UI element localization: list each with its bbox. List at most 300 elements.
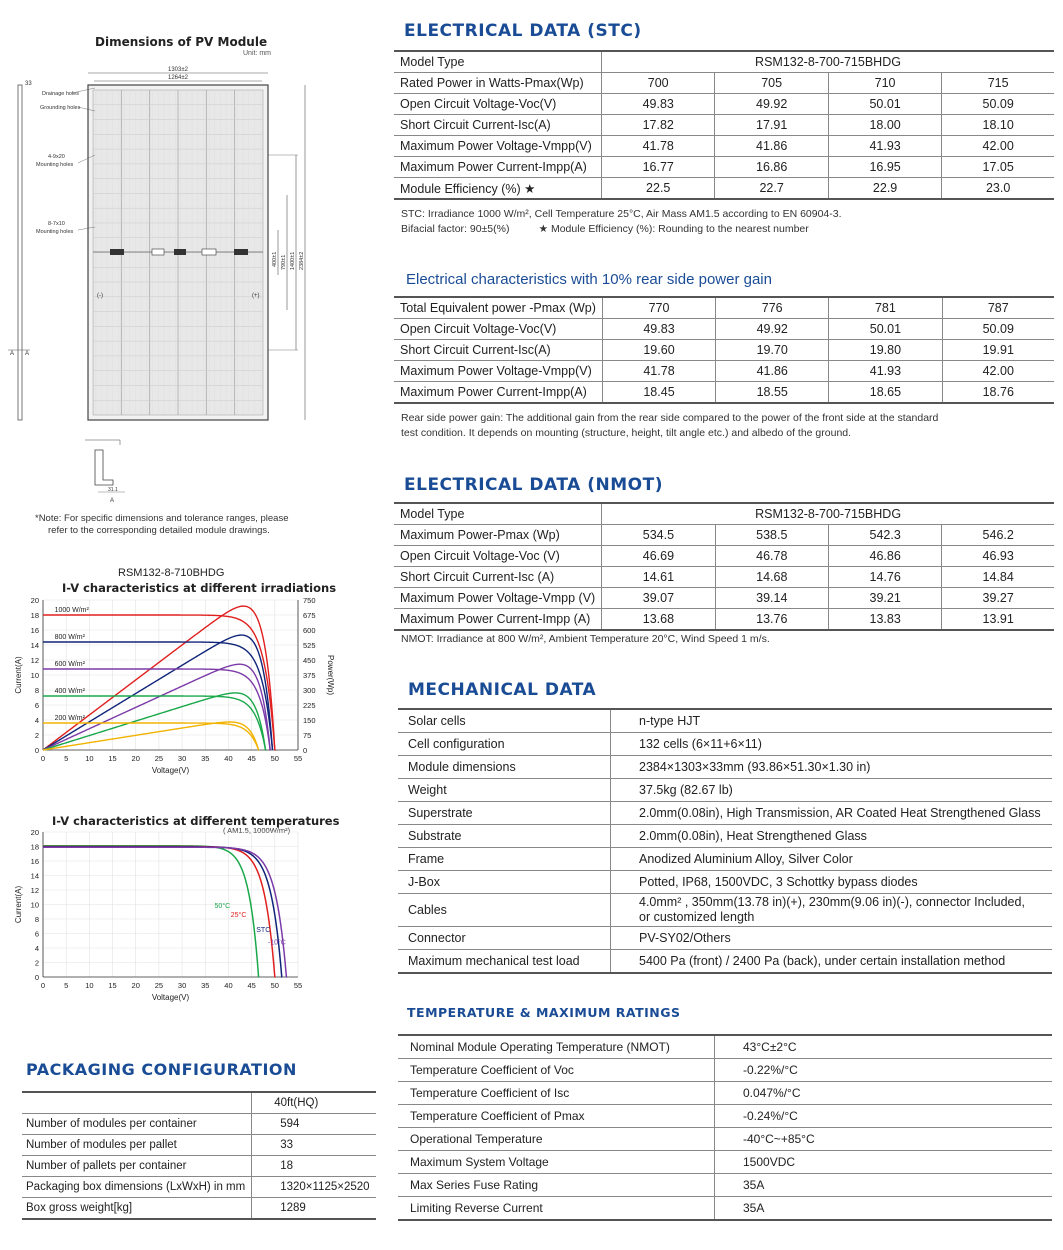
x-tick-label: 0 (40, 981, 46, 990)
row-value: 700 (602, 73, 715, 94)
svg-text:4-9x20: 4-9x20 (48, 154, 65, 160)
iv-temperature-chart (0, 825, 340, 1010)
row-value: 705 (715, 73, 828, 94)
y-tick-label: 20 (30, 596, 39, 605)
x-tick-label: 50 (270, 754, 279, 763)
row-label: Packaging box dimensions (LxWxH) in mm (22, 1177, 252, 1198)
y2-tick-label: 525 (303, 641, 316, 650)
series-label: 800 W/m² (54, 634, 85, 641)
row-value: 2.0mm(0.08in), High Transmission, AR Coated Heat Strengthened Glass (611, 802, 1053, 825)
row-value: 46.93 (942, 546, 1054, 567)
y-tick-label: 10 (30, 900, 39, 910)
row-value: 41.78 (602, 361, 715, 382)
row-label: Maximum Power Current-Impp(A) (394, 382, 602, 404)
stc-note-1: STC: Irradiance 1000 W/m², Cell Temperature 25°C, Air Mass AM1.5 according to EN 60904-3. (401, 208, 842, 220)
row-value: 17.05 (942, 157, 1054, 178)
x-tick-label: 55 (293, 981, 303, 990)
x-tick-label: 35 (201, 754, 210, 763)
y-tick-label: 20 (30, 828, 39, 837)
row-value: 781 (829, 297, 942, 319)
x-tick-label: 10 (85, 981, 94, 990)
row-value: 19.80 (829, 340, 942, 361)
svg-text:Mounting holes: Mounting holes (36, 162, 74, 168)
row-label: Maximum Power-Pmax (Wp) (394, 525, 602, 546)
table-row (22, 1198, 376, 1220)
x-tick-label: 20 (131, 981, 140, 990)
row-value: 16.77 (602, 157, 715, 178)
row-value: 13.68 (602, 609, 715, 631)
row-value: 1289 (252, 1198, 376, 1220)
row-value: 42.00 (942, 136, 1054, 157)
row-value: -0.22%/°C (715, 1059, 1053, 1082)
x-tick-label: 30 (177, 981, 187, 990)
row-label: Short Circuit Current-Isc (A) (394, 567, 602, 588)
row-label: Short Circuit Current-Isc(A) (394, 340, 602, 361)
y-tick-label: 14 (30, 641, 39, 650)
row-value: 16.95 (828, 157, 941, 178)
iv-temperature-subtitle: ( AM1.5, 1000W/m²) (223, 826, 291, 835)
table-row (394, 136, 1054, 157)
row-label: Temperature Coefficient of Voc (398, 1059, 715, 1082)
row-value: 18.65 (829, 382, 942, 404)
y-tick-label: 2 (34, 731, 39, 740)
x-tick-label: 25 (154, 981, 164, 990)
row-value: 35A (715, 1174, 1053, 1197)
y-tick-label: 6 (34, 929, 39, 939)
iv-irradiance-title: I-V characteristics at different irradiations (62, 581, 337, 595)
x-tick-label: 10 (85, 754, 94, 763)
table-row (22, 1156, 376, 1177)
svg-text:31.1: 31.1 (108, 487, 118, 493)
row-value: 534.5 (602, 525, 715, 546)
table-row (394, 73, 1054, 94)
row-value: 49.92 (715, 94, 828, 115)
temperature-table (398, 1034, 1052, 1221)
table-row (22, 1135, 376, 1156)
row-label: Number of modules per pallet (22, 1135, 252, 1156)
row-value: 1500VDC (715, 1151, 1053, 1174)
y-tick-label: 18 (30, 842, 39, 852)
row-value: 50.01 (829, 319, 942, 340)
module-drawing-unit: Unit: mm (243, 50, 271, 57)
row-value: 39.07 (602, 588, 715, 609)
table-row (394, 319, 1054, 340)
iv-irradiance-model: RSM132-8-710BHDG (118, 567, 225, 579)
table-row (394, 361, 1054, 382)
row-label: Box gross weight[kg] (22, 1198, 252, 1220)
iv-curve-0 (43, 846, 259, 977)
row-label: Maximum mechanical test load (398, 950, 611, 974)
packaging-title: PACKAGING CONFIGURATION (26, 1060, 297, 1079)
row-value (611, 894, 1053, 927)
row-label: Superstrate (398, 802, 611, 825)
row-label: Maximum System Voltage (398, 1151, 715, 1174)
series-label: 1000 W/m² (54, 607, 89, 614)
drawing-note-2: refer to the corresponding detailed module drawings. (48, 525, 270, 536)
row-value: 13.76 (715, 609, 828, 631)
x-axis-label: Voltage(V) (151, 993, 190, 1002)
row-label: Maximum Power Voltage-Vmpp (V) (394, 588, 602, 609)
row-value: 41.86 (715, 136, 828, 157)
row-value: 22.5 (602, 178, 715, 200)
table-row (398, 802, 1052, 825)
y-tick-label: 16 (30, 626, 39, 635)
series-label: 200 W/m² (54, 715, 85, 722)
row-value: 542.3 (828, 525, 941, 546)
dim-thickness: 33 (25, 81, 32, 87)
iv-temperature-title: I-V characteristics at different temperatures (52, 814, 340, 828)
svg-text:790±1: 790±1 (281, 254, 287, 270)
series-label: STC (256, 927, 271, 935)
row-value: 49.83 (602, 94, 715, 115)
table-row (394, 525, 1054, 546)
row-value: 42.00 (942, 361, 1054, 382)
svg-text:A: A (10, 351, 15, 357)
table-row (398, 733, 1052, 756)
table-row (398, 1174, 1052, 1197)
module-drawing-title: Dimensions of PV Module (95, 35, 268, 49)
row-label: Number of modules per container (22, 1114, 252, 1135)
row-label: Rated Power in Watts-Pmax(Wp) (394, 73, 602, 94)
row-value: 39.27 (942, 588, 1054, 609)
rear-note-2: test condition. It depends on mounting (structure, height, tilt angle etc.) and albedo of the ground. (401, 427, 852, 439)
table-row (394, 609, 1054, 631)
row-value: 43°C±2°C (715, 1035, 1053, 1059)
table-row (398, 871, 1052, 894)
series-label: 50°C (214, 903, 231, 911)
row-value: 19.60 (602, 340, 715, 361)
row-value: 2384×1303×33mm (93.86×51.30×1.30 in) (611, 756, 1053, 779)
table-row (394, 588, 1054, 609)
row-value: 18 (252, 1156, 376, 1177)
row-value: 46.69 (602, 546, 715, 567)
y2-tick-label: 675 (303, 611, 316, 620)
y-tick-label: 12 (30, 656, 39, 665)
row-value: n-type HJT (611, 709, 1053, 733)
table-row (398, 756, 1052, 779)
iv-curve-4 (43, 723, 259, 750)
x-tick-label: 35 (201, 981, 210, 990)
y-tick-label: 4 (34, 944, 39, 953)
x-tick-label: 15 (108, 754, 117, 763)
y-tick-label: 6 (34, 701, 39, 710)
table-row (394, 546, 1054, 567)
row-label: Module Efficiency (%) ★ (394, 178, 602, 200)
y-tick-label: 8 (34, 686, 39, 695)
x-tick-label: 5 (64, 754, 69, 763)
row-value: 715 (942, 73, 1054, 94)
y-tick-label: 4 (34, 716, 39, 725)
row-value: 538.5 (715, 525, 828, 546)
x-tick-label: 40 (224, 981, 233, 990)
y2-tick-label: 375 (303, 671, 316, 680)
svg-text:A: A (110, 498, 115, 504)
svg-text:Mounting holes: Mounting holes (36, 229, 74, 235)
row-value: 5400 Pa (front) / 2400 Pa (back), under certain installation method (611, 950, 1053, 974)
row-value: 39.14 (715, 588, 828, 609)
x-tick-label: 45 (247, 754, 256, 763)
y-tick-label: 10 (30, 671, 39, 680)
mechanical-title: MECHANICAL DATA (408, 680, 597, 700)
y2-tick-label: 450 (303, 656, 316, 665)
y-tick-label: 0 (34, 746, 39, 755)
row-value: 46.86 (828, 546, 941, 567)
svg-text:1400±1: 1400±1 (290, 251, 296, 270)
row-value: 35A (715, 1197, 1053, 1221)
row-value: 14.61 (602, 567, 715, 588)
table-row (398, 779, 1052, 802)
row-label: Number of pallets per container (22, 1156, 252, 1177)
y2-tick-label: 750 (303, 596, 316, 605)
series-label: 25°C (230, 911, 247, 919)
y-tick-label: 2 (34, 958, 39, 968)
table-row (394, 115, 1054, 136)
row-label: Connector (398, 927, 611, 950)
table-row (394, 178, 1054, 200)
row-value: 18.76 (942, 382, 1054, 404)
x-tick-label: 20 (131, 754, 140, 763)
table-row (22, 1114, 376, 1135)
row-label: Max Series Fuse Rating (398, 1174, 715, 1197)
row-label: Weight (398, 779, 611, 802)
row-value: 546.2 (942, 525, 1054, 546)
table-row (394, 51, 1054, 73)
row-label: Open Circuit Voltage-Voc(V) (394, 94, 602, 115)
x-tick-label: 5 (64, 981, 69, 990)
row-value: 41.93 (829, 361, 942, 382)
row-label: Short Circuit Current-Isc(A) (394, 115, 602, 136)
y2-tick-label: 600 (303, 626, 316, 635)
row-value: 37.5kg (82.67 lb) (611, 779, 1053, 802)
table-row (398, 825, 1052, 848)
table-row (398, 1105, 1052, 1128)
model-type-label: Model Type (394, 51, 602, 73)
x-tick-label: 30 (177, 754, 187, 763)
row-label: J-Box (398, 871, 611, 894)
table-row (398, 709, 1052, 733)
series-label: 600 W/m² (54, 661, 85, 668)
row-value: 1320×1125×2520 (252, 1177, 376, 1198)
x-tick-label: 55 (293, 754, 303, 763)
y2-axis-label: Power(Wp) (326, 654, 335, 696)
row-value: 16.86 (715, 157, 828, 178)
stc-title: ELECTRICAL DATA (STC) (404, 21, 642, 41)
power-curve-2 (43, 664, 270, 750)
row-value: 41.78 (602, 136, 715, 157)
row-value: 770 (602, 297, 715, 319)
table-row (394, 297, 1054, 319)
row-value: 594 (252, 1114, 376, 1135)
row-value: 13.83 (828, 609, 941, 631)
row-label: Maximum Power Voltage-Vmpp(V) (394, 361, 602, 382)
row-value: 50.01 (828, 94, 941, 115)
table-row (398, 1128, 1052, 1151)
table-row (398, 894, 1052, 927)
table-row (394, 94, 1054, 115)
nmot-model-label: Model Type (394, 503, 602, 525)
y-tick-label: 12 (30, 886, 39, 895)
row-value: Potted, IP68, 1500VDC, 3 Schottky bypass diodes (611, 871, 1053, 894)
row-value: 46.78 (715, 546, 828, 567)
row-label: Maximum Power Voltage-Vmpp(V) (394, 136, 602, 157)
row-value: 23.0 (942, 178, 1054, 200)
packaging-header: 40ft(HQ) (252, 1092, 376, 1114)
row-value: 22.9 (828, 178, 941, 200)
y2-tick-label: 75 (303, 731, 312, 740)
label-drainage: Drainage holes (42, 91, 79, 97)
table-row (22, 1092, 376, 1114)
row-value: PV-SY02/Others (611, 927, 1053, 950)
table-row (394, 503, 1054, 525)
row-label: Maximum Power Current-Impp (A) (394, 609, 602, 631)
svg-text:(+): (+) (252, 293, 260, 299)
x-tick-label: 50 (270, 981, 279, 990)
svg-text:A: A (25, 351, 30, 357)
row-value: 19.70 (716, 340, 829, 361)
row-label: Total Equivalent power -Pmax (Wp) (394, 297, 602, 319)
stc-table (394, 50, 1054, 200)
y-tick-label: 16 (30, 857, 39, 866)
row-value: 18.10 (942, 115, 1054, 136)
table-row (394, 340, 1054, 361)
table-row (398, 1059, 1052, 1082)
y2-tick-label: 0 (303, 746, 308, 755)
row-value: 18.45 (602, 382, 715, 404)
row-value-line: or customized length (639, 910, 755, 924)
row-value: 49.83 (602, 319, 715, 340)
model-type-value: RSM132-8-700-715BHDG (602, 51, 1055, 73)
row-value: 710 (828, 73, 941, 94)
row-label: Module dimensions (398, 756, 611, 779)
x-tick-label: 15 (108, 981, 117, 990)
row-value: 0.047%/°C (715, 1082, 1053, 1105)
x-tick-label: 0 (40, 754, 46, 763)
x-axis-label: Voltage(V) (151, 766, 190, 775)
row-value: 33 (252, 1135, 376, 1156)
row-label: Open Circuit Voltage-Voc(V) (394, 319, 602, 340)
series-label: 400 W/m² (54, 688, 85, 695)
x-tick-label: 40 (224, 754, 233, 763)
row-value: 17.91 (715, 115, 828, 136)
row-label: Open Circuit Voltage-Voc (V) (394, 546, 602, 567)
row-value: -0.24%/°C (715, 1105, 1053, 1128)
y2-tick-label: 225 (303, 701, 316, 710)
table-row (398, 1197, 1052, 1221)
iv-curve-3 (43, 847, 286, 977)
table-row (22, 1177, 376, 1198)
row-label: Substrate (398, 825, 611, 848)
y-tick-label: 14 (30, 871, 39, 881)
y-tick-label: 0 (34, 973, 39, 982)
row-value: 14.76 (828, 567, 941, 588)
nmot-note-1: NMOT: Irradiance at 800 W/m², Ambient Temperature 20°C, Wind Speed 1 m/s. (401, 633, 770, 645)
rear-table (394, 296, 1054, 404)
label-grounding: Grounding holes (40, 105, 81, 111)
y2-tick-label: 150 (303, 716, 316, 725)
series-label: -10°C (267, 939, 286, 947)
x-tick-label: 25 (154, 754, 164, 763)
row-value: 776 (716, 297, 829, 319)
row-value: 17.82 (602, 115, 715, 136)
row-value: 22.7 (715, 178, 828, 200)
mechanical-table (398, 708, 1052, 974)
row-value: 41.93 (828, 136, 941, 157)
table-row (394, 157, 1054, 178)
svg-text:400±1: 400±1 (272, 251, 278, 267)
row-value: 50.09 (942, 94, 1054, 115)
row-label: Operational Temperature (398, 1128, 715, 1151)
rear-title: Electrical characteristics with 10% rear side power gain (406, 271, 772, 288)
y-tick-label: 18 (30, 611, 39, 620)
row-value: 787 (942, 297, 1054, 319)
nmot-title: ELECTRICAL DATA (NMOT) (404, 475, 663, 495)
row-value-line: 4.0mm² , 350mm(13.78 in)(+), 230mm(9.06 in)(-), connector Included, (639, 895, 1025, 909)
temperature-title: TEMPERATURE & MAXIMUM RATINGS (407, 1005, 681, 1020)
row-label: Maximum Power Current-Impp(A) (394, 157, 602, 178)
y-axis-label: Current(A) (14, 656, 23, 694)
iv-irradiance-chart (0, 592, 340, 787)
table-row (398, 1151, 1052, 1174)
row-label: Cables (398, 894, 611, 927)
stc-note-2: Bifacial factor: 90±5(%) ★ Module Efficiency (%): Rounding to the nearest number (401, 223, 809, 235)
row-value: 18.55 (716, 382, 829, 404)
row-value: Anodized Aluminium Alloy, Silver Color (611, 848, 1053, 871)
x-tick-label: 45 (247, 981, 256, 990)
row-label: Temperature Coefficient of Pmax (398, 1105, 715, 1128)
row-value: 41.86 (716, 361, 829, 382)
rear-note-1: Rear side power gain: The additional gain from the rear side compared to the power of the front side at the standard (401, 412, 939, 424)
row-label: Cell configuration (398, 733, 611, 756)
table-row (394, 382, 1054, 404)
row-value: 39.21 (828, 588, 941, 609)
module-drawing-svg (0, 55, 340, 515)
row-value: 49.92 (716, 319, 829, 340)
svg-text:2384±2: 2384±2 (299, 251, 305, 270)
nmot-table (394, 502, 1054, 631)
row-value: 19.91 (942, 340, 1054, 361)
row-value: 132 cells (6×11+6×11) (611, 733, 1053, 756)
dim-width-inner: 1264±2 (168, 75, 188, 81)
packaging-table (22, 1091, 376, 1220)
row-label: Solar cells (398, 709, 611, 733)
row-label: Frame (398, 848, 611, 871)
table-row (398, 848, 1052, 871)
svg-text:8-7x10: 8-7x10 (48, 221, 65, 227)
row-label: Nominal Module Operating Temperature (NMOT) (398, 1035, 715, 1059)
row-label: Temperature Coefficient of Isc (398, 1082, 715, 1105)
y-axis-label: Current(A) (14, 885, 23, 924)
row-value: 14.84 (942, 567, 1054, 588)
y2-tick-label: 300 (303, 686, 316, 695)
row-value: 13.91 (942, 609, 1054, 631)
drawing-note-1: *Note: For specific dimensions and tolerance ranges, please (35, 513, 289, 524)
svg-text:(-): (-) (97, 293, 103, 299)
row-value: 2.0mm(0.08in), Heat Strengthened Glass (611, 825, 1053, 848)
table-row (398, 950, 1052, 974)
row-value: 50.09 (942, 319, 1054, 340)
table-row (398, 1082, 1052, 1105)
row-value: 14.68 (715, 567, 828, 588)
table-row (398, 1035, 1052, 1059)
nmot-model-value: RSM132-8-700-715BHDG (602, 503, 1054, 525)
row-value: -40°C~+85°C (715, 1128, 1053, 1151)
row-value: 18.00 (828, 115, 941, 136)
dim-width-outer: 1303±2 (168, 67, 188, 73)
table-row (394, 567, 1054, 588)
row-label: Limiting Reverse Current (398, 1197, 715, 1221)
table-row (398, 927, 1052, 950)
y-tick-label: 8 (34, 915, 39, 924)
